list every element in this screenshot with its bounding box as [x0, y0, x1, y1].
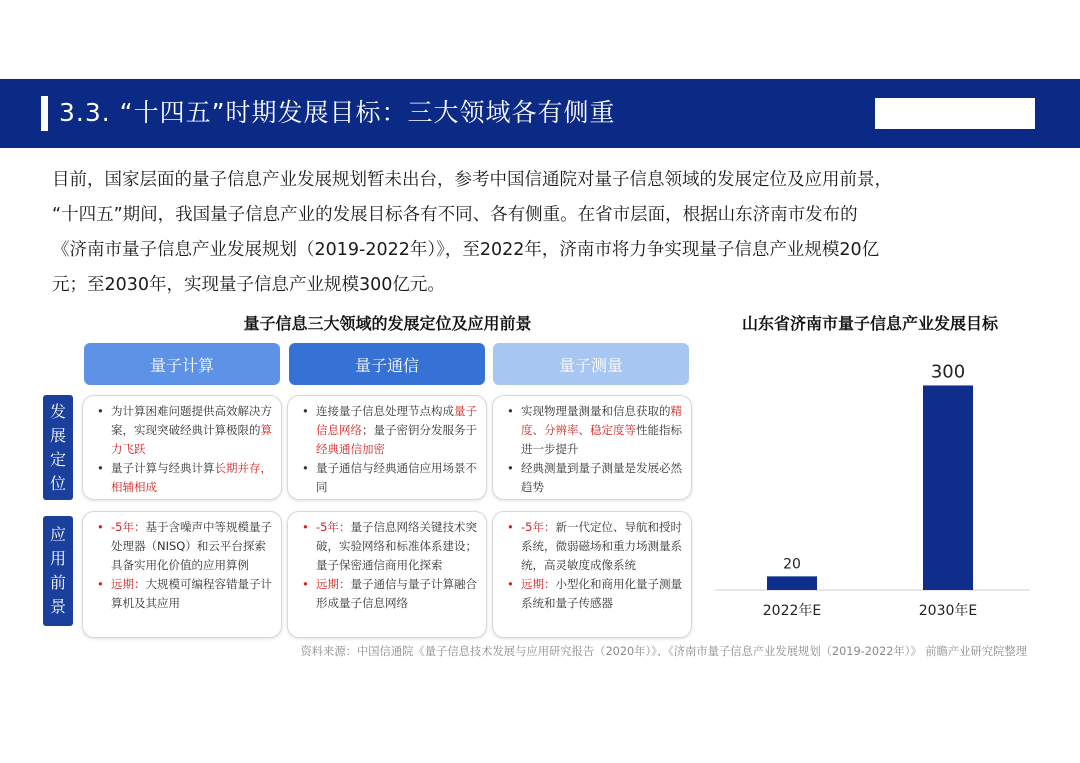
column-header-measurement: 量子测量 — [493, 343, 689, 385]
logo-placeholder — [875, 98, 1035, 129]
list-item: • 为计算困难问题提供高效解决方案，实现突破经典计算极限的算力飞跃 — [93, 402, 273, 459]
row-label-char: 展 — [49, 425, 66, 445]
header-banner — [0, 79, 1080, 148]
card-dev-computing — [82, 395, 282, 500]
row-label-char: 用 — [49, 549, 66, 568]
matrix-title: 量子信息三大领域的发展定位及应用前景 — [243, 314, 532, 333]
card-app-measurement — [492, 511, 692, 638]
x-tick-label: 2022年E — [762, 603, 822, 619]
data-label: 20 — [783, 556, 801, 573]
card-dev-communication — [287, 395, 487, 500]
row-label-char: 发 — [49, 401, 66, 421]
intro-paragraph — [52, 163, 1037, 303]
list-item: • 远期：小型化和商用化量子测量系统和量子传感器 — [503, 575, 683, 613]
bar-chart — [700, 335, 1040, 625]
data-label: 300 — [930, 361, 966, 383]
chart-title: 山东省济南市量子信息产业发展目标 — [741, 314, 998, 333]
row-label-char: 应 — [49, 525, 66, 544]
list-item: • -5年：新一代定位、导航和授时系统，微弱磁场和重力场测量系统，高灵敏度成像系统 — [503, 518, 683, 575]
source-note: 资料来源：中国信通院《量子信息技术发展与应用研究报告（2020年）》、《济南市量子信息产业发展规划（2019-2022年）》 前瞻产业研究院整理 — [300, 645, 1027, 658]
card-app-communication — [287, 511, 487, 638]
card-dev-measurement — [492, 395, 692, 500]
row-label-char: 前 — [49, 573, 66, 592]
column-header-computing: 量子计算 — [84, 343, 280, 385]
intro-line: 元；至2030年，实现量子信息产业规模300亿元。 — [52, 275, 445, 295]
bar-2022年E — [767, 576, 817, 590]
bar-2030年E — [923, 385, 973, 590]
list-item: • -5年：基于含噪声中等规模量子处理器（NISQ）和云平台探索具备实用化价值的应用算例 — [93, 518, 273, 575]
list-item: • 经典测量到量子测量是发展必然趋势 — [503, 459, 683, 497]
page-title: 3.3. “十四五”时期发展目标：三大领域各有侧重 — [59, 98, 616, 127]
card-app-computing — [82, 511, 282, 638]
row-label-application — [43, 516, 73, 626]
row-label-development — [43, 395, 73, 500]
intro-line: 《济南市量子信息产业发展规划（2019-2022年）》，至2022年，济南市将力争实现量子信息产业规模20亿 — [52, 240, 880, 260]
x-tick-label: 2030年E — [918, 603, 978, 619]
list-item: • 量子通信与经典通信应用场景不同 — [298, 459, 478, 497]
list-item: • 远期：量子通信与量子计算融合形成量子信息网络 — [298, 575, 478, 613]
list-item: • 量子计算与经典计算长期并存，相辅相成 — [93, 459, 273, 497]
list-item: • -5年：量子信息网络关键技术突破，实验网络和标准体系建设；量子保密通信商用化探索 — [298, 518, 478, 575]
column-header-communication: 量子通信 — [289, 343, 485, 385]
row-label-char: 景 — [49, 597, 66, 616]
title-accent-bar — [41, 96, 48, 131]
intro-line: “十四五”期间，我国量子信息产业的发展目标各有不同、各有侧重。在省市层面，根据山东济南市发布的 — [52, 205, 858, 225]
intro-line: 目前，国家层面的量子信息产业发展规划暂未出台，参考中国信通院对量子信息领域的发展定位及应用前景， — [52, 170, 892, 190]
row-label-char: 位 — [49, 473, 66, 493]
list-item: • 实现物理量测量和信息获取的精度、分辨率、稳定度等性能指标进一步提升 — [503, 402, 683, 459]
list-item: • 远期：大规模可编程容错量子计算机及其应用 — [93, 575, 273, 613]
list-item: • 连接量子信息处理节点构成量子信息网络；量子密钥分发服务于经典通信加密 — [298, 402, 478, 459]
row-label-char: 定 — [49, 449, 66, 469]
